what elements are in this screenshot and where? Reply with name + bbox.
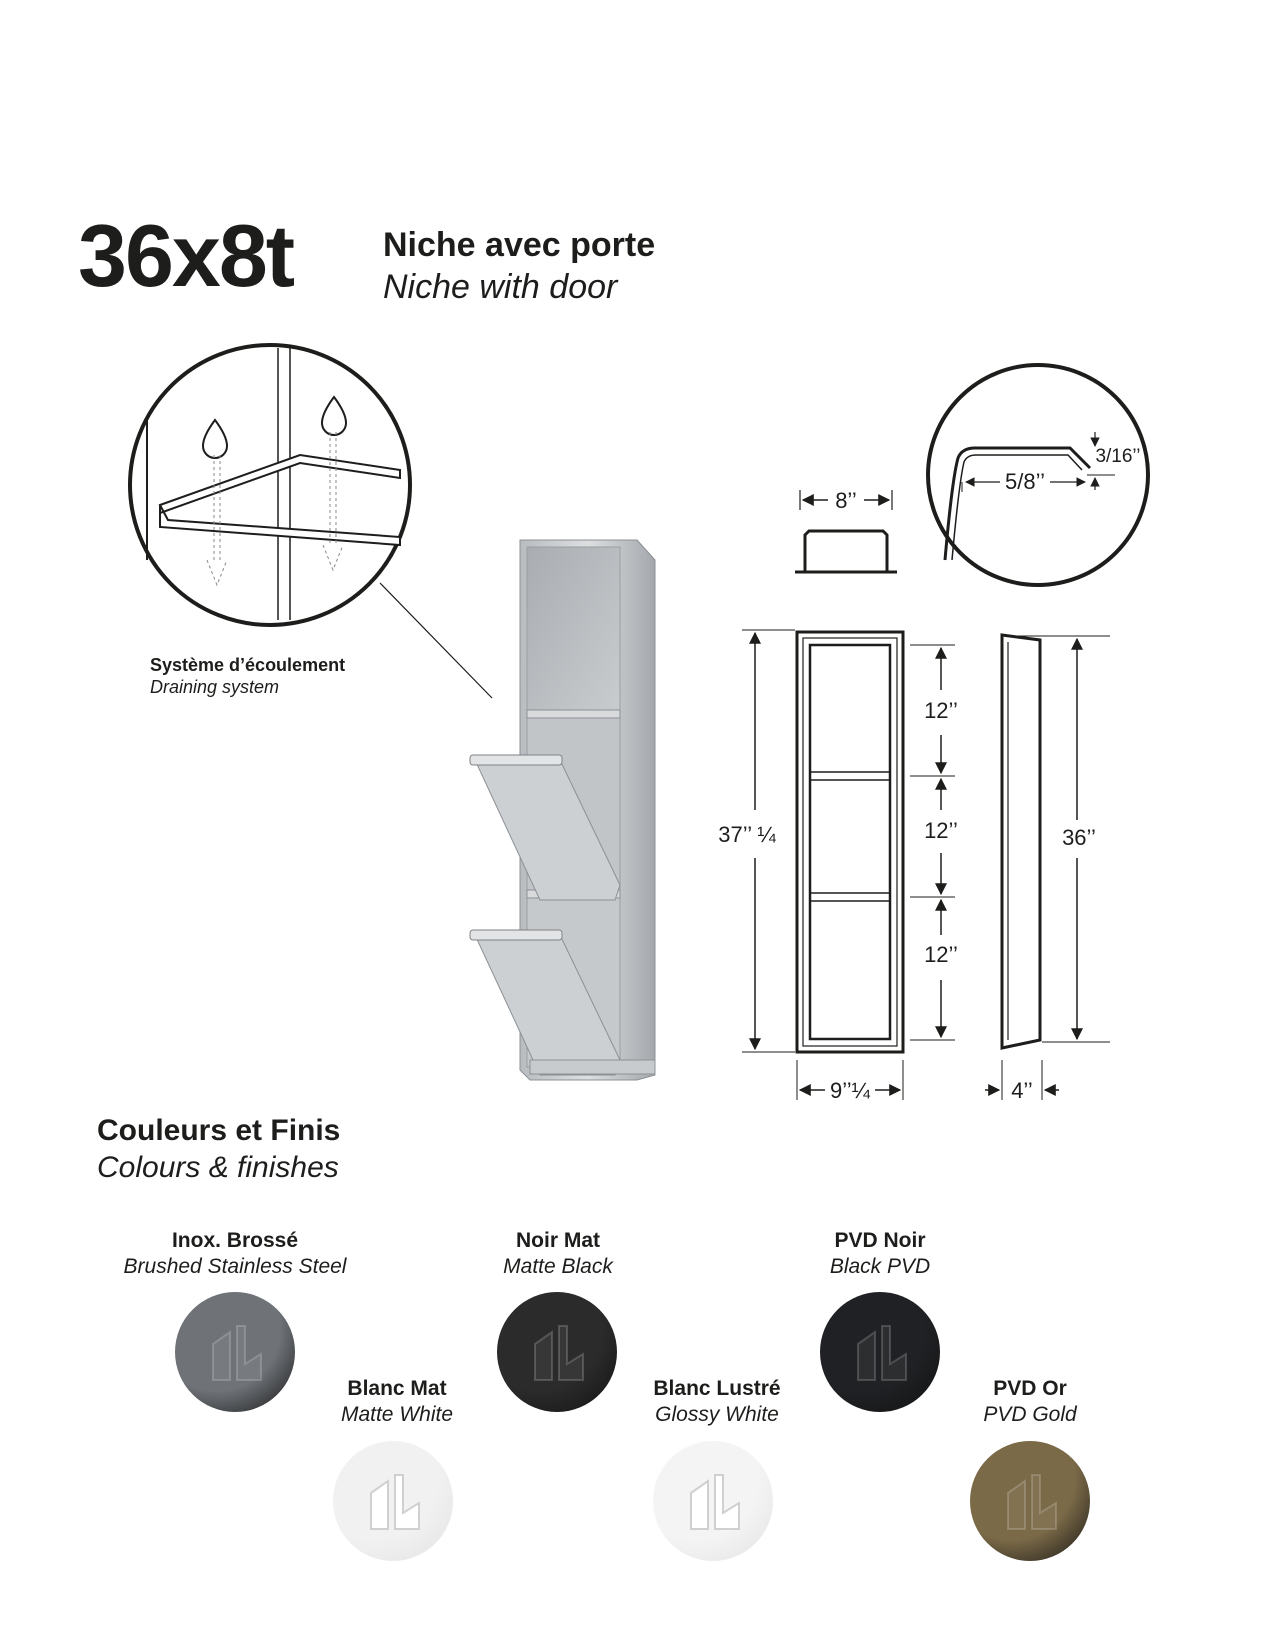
- finish-name-en: Matte White: [340, 1403, 454, 1426]
- draining-detail-circle: [130, 345, 492, 698]
- finish-label-glossy-white: [567, 1376, 867, 1428]
- finish-label-brushed: [85, 1228, 385, 1280]
- finish-name-en: Matte Black: [503, 1255, 613, 1278]
- dim-side-height: 36’’: [1062, 825, 1096, 850]
- dim-top-width: 8’’: [835, 488, 857, 513]
- finish-name-en: Brushed Stainless Steel: [123, 1255, 347, 1278]
- finish-name-en: Glossy White: [655, 1403, 779, 1426]
- finish-name-fr: Blanc Mat: [347, 1377, 447, 1400]
- finish-name-fr: Blanc Lustré: [653, 1377, 781, 1400]
- logo-emboss-icon: [333, 1441, 453, 1561]
- dim-lip-width: 5/8’’: [1005, 469, 1045, 494]
- dim-overall-height: 37’’ ¼: [718, 822, 776, 847]
- finish-label-black-pvd: [730, 1228, 1030, 1280]
- drain-label-en: Draining system: [150, 677, 280, 697]
- niche-render: [470, 540, 655, 1080]
- dim-lip-height: 3/16’’: [1095, 446, 1141, 467]
- finish-swatch-pvd-gold: [970, 1441, 1090, 1561]
- finish-label-matte-white: [247, 1376, 547, 1428]
- product-title-fr: Niche avec porte: [383, 226, 656, 264]
- finish-name-en: PVD Gold: [983, 1403, 1077, 1426]
- dim-section-3: 12’’: [924, 942, 958, 967]
- finishes-title-fr: Couleurs et Finis: [97, 1114, 341, 1147]
- finish-name-fr: Noir Mat: [516, 1229, 600, 1252]
- dim-depth: 4’’: [1011, 1078, 1033, 1100]
- finish-name-en: Black PVD: [829, 1255, 931, 1278]
- finish-label-matte-black: [408, 1228, 708, 1280]
- product-title-en: Niche with door: [383, 268, 618, 306]
- finish-swatch-matte-white: [333, 1441, 453, 1561]
- finish-name-fr: PVD Or: [993, 1377, 1067, 1400]
- dim-section-2: 12’’: [924, 818, 958, 843]
- finish-name-fr: PVD Noir: [834, 1229, 926, 1252]
- drain-label-fr: Système d’écoulement: [150, 655, 346, 675]
- finish-label-pvd-gold: [880, 1376, 1180, 1428]
- logo-emboss-icon: [970, 1441, 1090, 1561]
- front-view: [742, 630, 955, 1100]
- dim-section-1: 12’’: [924, 698, 958, 723]
- dim-front-width: 9’’¼: [830, 1078, 870, 1100]
- logo-emboss-icon: [653, 1441, 773, 1561]
- finish-swatch-glossy-white: [653, 1441, 773, 1561]
- finish-name-fr: Inox. Brossé: [171, 1229, 299, 1252]
- side-view: [985, 635, 1110, 1100]
- finishes-title-en: Colours & finishes: [97, 1151, 339, 1184]
- model-number: 36x8t: [78, 206, 294, 305]
